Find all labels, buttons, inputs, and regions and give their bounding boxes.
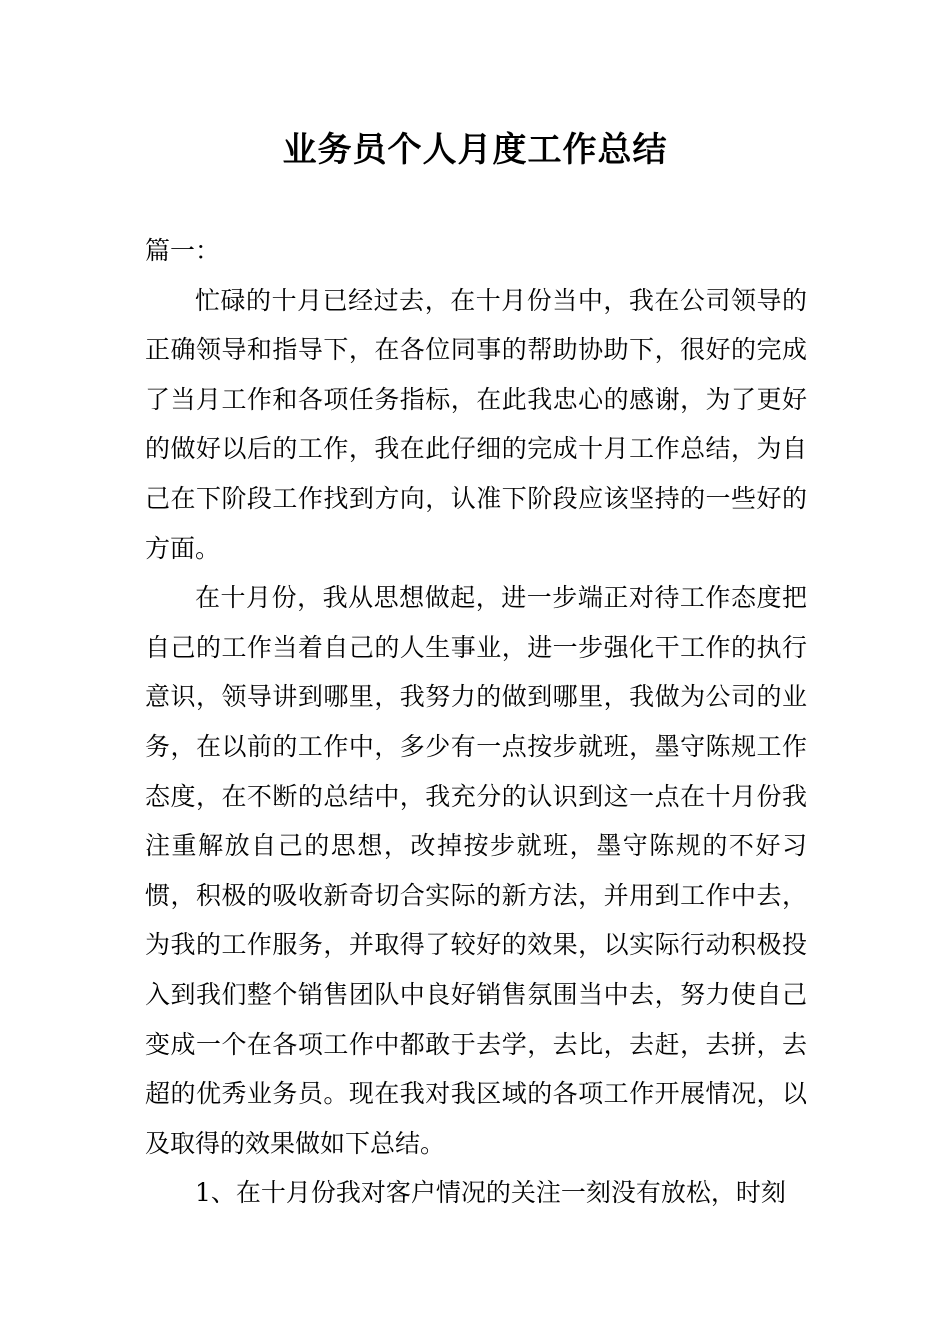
paragraph-1: 忙碌的十月已经过去，在十月份当中，我在公司领导的正确领导和指导下，在各位同事的帮助协助下，很好的完成了当月工作和各项任务指标，在此我忠心的感谢，为了更好的做好以后的工作，我在此仔细的完成十月工作总结，为自己在下阶段工作找到方向，认准下阶段应该坚持的一些好的方面。	[145, 285, 807, 563]
document-body	[145, 226, 807, 1218]
document-title: 业务员个人月度工作总结	[282, 130, 668, 170]
paragraph-2: 在十月份，我从思想做起，进一步端正对待工作态度把自己的工作当着自己的人生事业，进一步强化干工作的执行意识，领导讲到哪里，我努力的做到哪里，我做为公司的业务，在以前的工作中，多少有一点按步就班，墨守陈规工作态度，在不断的总结中，我充分的认识到这一点在十月份我注重解放自己的思想，改掉按步就班，墨守陈规的不好习惯，积极的吸收新奇切合实际的新方法，并用到工作中去，为我的工作服务，并取得了较好的效果，以实际行动积极投入到我们整个销售团队中良好销售氛围当中去，努力使自己变成一个在各项工作中都敢于去学，去比，去赶，去拼，去超的优秀业务员。现在我对我区域的各项工作开展情况，以及取得的效果做如下总结。	[145, 583, 807, 1158]
paragraph-3: 1、在十月份我对客户情况的关注一刻没有放松，时刻	[195, 1178, 786, 1208]
section-label: 篇一：	[145, 236, 221, 265]
